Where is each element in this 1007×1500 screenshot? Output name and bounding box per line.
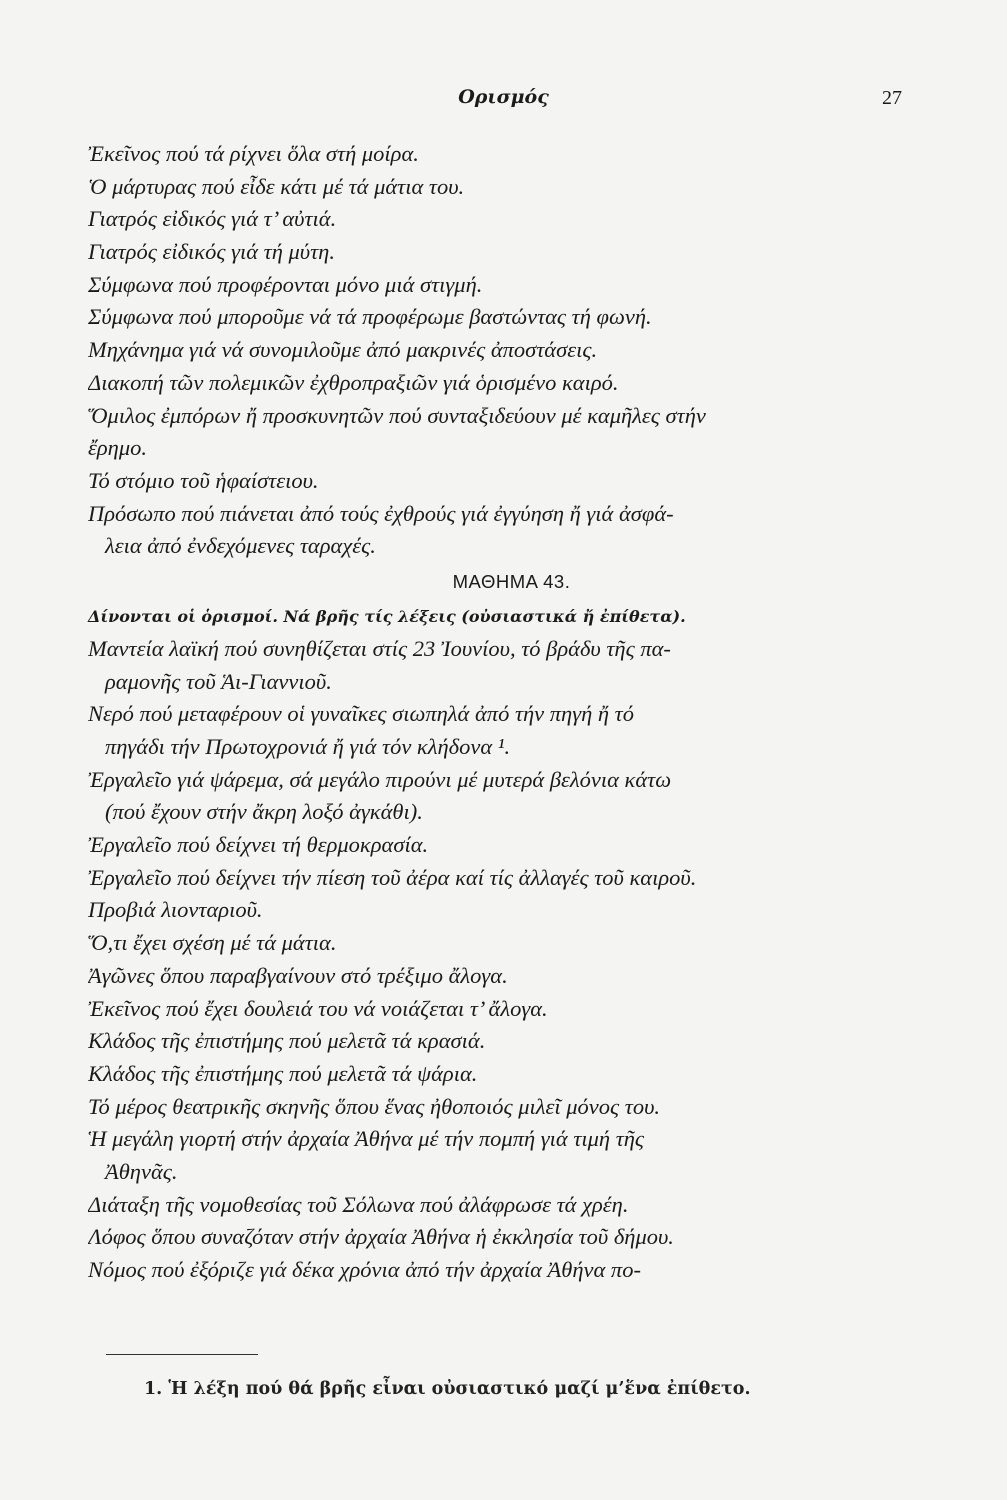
definition-line: Προβιά λιονταριοῦ. <box>88 897 263 923</box>
definition-line: Γιατρός εἰδικός γιά τή μύτη. <box>88 239 335 265</box>
running-header: Ορισμός <box>458 86 549 108</box>
footnote: 1. Ἡ λέξη πού θά βρῆς εἶναι οὐσιαστικό μαζί μ’ἕνα ἐπίθετο. <box>144 1379 751 1399</box>
definition-line: πηγάδι τήν Πρωτοχρονιά ἤ γιά τόν κλήδονα ¹. <box>105 734 511 759</box>
definition-line: Μηχάνημα γιά νά συνομιλοῦμε ἀπό μακρινές ἀποστάσεις. <box>88 337 598 363</box>
definition-line: Ἀθηνᾶς. <box>105 1158 178 1184</box>
definition-line: Ἐργαλεῖο γιά ψάρεμα, σά μεγάλο πιρούνι μέ μυτερά βελόνια κάτω <box>88 766 672 792</box>
footnote-divider <box>106 1354 258 1355</box>
definition-line: Νερό πού μεταφέρουν οἱ γυναῖκες σιωπηλά ἀπό τήν πηγή ἤ τό <box>88 701 634 727</box>
definition-line: Ἐκεῖνος πού ἔχει δουλειά του νά νοιάζεται τ’ ἄλογα. <box>88 995 548 1021</box>
definition-line: ραμονῆς τοῦ Ἁι-Γιαννιοῦ. <box>105 668 332 694</box>
definition-line: Μαντεία λαϊκή πού συνηθίζεται στίς 23 Ἰουνίου, τό βράδυ τῆς πα- <box>88 635 671 661</box>
definition-line: Σύμφωνα πού προφέρονται μόνο μιά στιγμή. <box>88 271 483 297</box>
definition-line: Ἡ μεγάλη γιορτή στήν ἀρχαία Ἀθήνα μέ τήν πομπή γιά τιμή τῆς <box>88 1126 645 1152</box>
definition-line: Σύμφωνα πού μποροῦμε νά τά προφέρωμε βαστώντας τή φωνή. <box>88 304 652 330</box>
page-body <box>88 138 923 1287</box>
definition-line: Λόφος ὅπου συναζόταν στήν ἀρχαία Ἀθήνα ἡ ἐκκλησία τοῦ δήμου. <box>88 1224 674 1250</box>
definition-line: Ἐκεῖνος πού τά ρίχνει ὅλα στή μοίρα. <box>88 141 419 166</box>
definition-line: Ὅμιλος ἐμπόρων ἤ προσκυνητῶν πού συνταξιδεύουν μέ καμῆλες στήν <box>88 402 706 428</box>
definition-line: ἔρημο. <box>88 435 147 461</box>
definition-line: Ἀγῶνες ὅπου παραβγαίνουν στό τρέξιμο ἄλογα. <box>88 962 508 988</box>
definition-line: λεια ἀπό ἐνδεχόμενες ταραχές. <box>105 533 376 559</box>
definition-line: Κλάδος τῆς ἐπιστήμης πού μελετᾶ τά ψάρια. <box>88 1060 478 1086</box>
definition-line: Νόμος πού ἐξόριζε γιά δέκα χρόνια ἀπό τήν ἀρχαία Ἀθήνα πο- <box>88 1257 641 1282</box>
page-number: 27 <box>882 87 902 109</box>
definition-line: Γιατρός εἰδικός γιά τ’ αὐτιά. <box>88 206 337 232</box>
definition-line: Ἐργαλεῖο πού δείχνει τήν πίεση τοῦ ἀέρα καί τίς ἀλλαγές τοῦ καιροῦ. <box>88 864 697 890</box>
definition-line: Ὁ μάρτυρας πού εἶδε κάτι μέ τά μάτια του. <box>88 173 465 199</box>
definition-line: Διάταξη τῆς νομοθεσίας τοῦ Σόλωνα πού ἀλάφρωσε τά χρέη. <box>88 1191 629 1217</box>
definition-line: Κλάδος τῆς ἐπιστήμης πού μελετᾶ τά κρασιά. <box>88 1028 486 1054</box>
definition-line: Τό στόμιο τοῦ ἡφαίστειου. <box>88 467 319 493</box>
definition-line: (πού ἔχουν στήν ἄκρη λοξό ἀγκάθι). <box>105 799 423 825</box>
definition-line: Πρόσωπο πού πιάνεται ἀπό τούς ἐχθρούς γιά ἐγγύηση ἤ γιά ἀσφά- <box>88 500 674 526</box>
lesson-instruction: Δίνονται οἱ ὁρισμοί. Νά βρῆς τίς λέξεις (οὐσιαστικά ἤ ἐπίθετα). <box>88 606 686 626</box>
definition-line: Ἐργαλεῖο πού δείχνει τή θερμοκρασία. <box>88 832 429 858</box>
lesson-heading: ΜΑΘΗΜΑ 43. <box>452 570 571 592</box>
definition-line: Τό μέρος θεατρικῆς σκηνῆς ὅπου ἕνας ἠθοποιός μιλεῖ μόνος του. <box>88 1093 661 1119</box>
definition-line: Διακοπή τῶν πολεμικῶν ἐχθροπραξιῶν γιά ὁρισμένο καιρό. <box>88 369 619 395</box>
definition-line: Ὅ,τι ἔχει σχέση μέ τά μάτια. <box>88 930 337 956</box>
